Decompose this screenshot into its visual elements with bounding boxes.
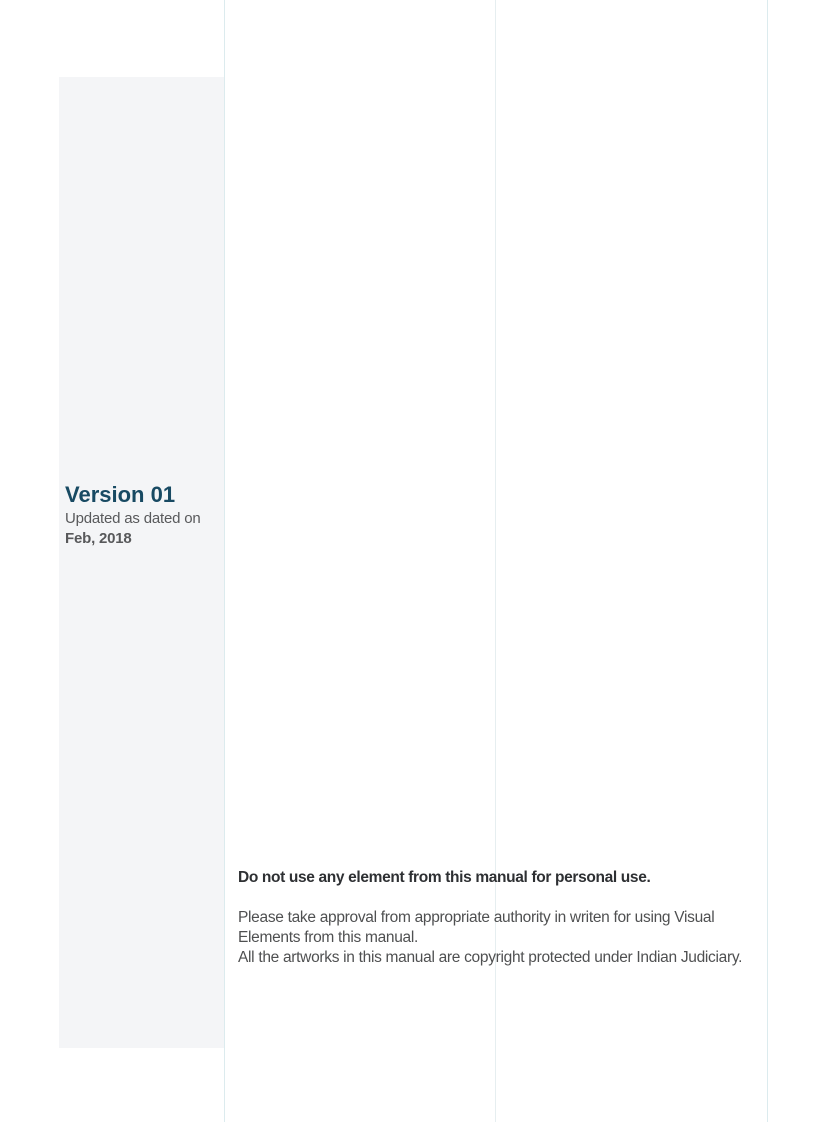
copyright-notice: All the artworks in this manual are copyright protected under Indian Judiciary. [238, 949, 743, 966]
usage-warning: Do not use any element from this manual for personal use. [238, 869, 651, 886]
version-date: Feb, 2018 [65, 530, 132, 547]
version-title: Version 01 [65, 482, 176, 507]
usage-notice [238, 868, 767, 968]
side-panel [59, 77, 224, 1048]
column-guide-line [767, 0, 768, 1122]
approval-notice: Please take approval from appropriate authority in writen for using Visual Elements from this manual. [238, 909, 715, 946]
column-guide-line [224, 0, 225, 1122]
version-block [65, 482, 223, 549]
updated-label: Updated as dated on [65, 510, 201, 527]
